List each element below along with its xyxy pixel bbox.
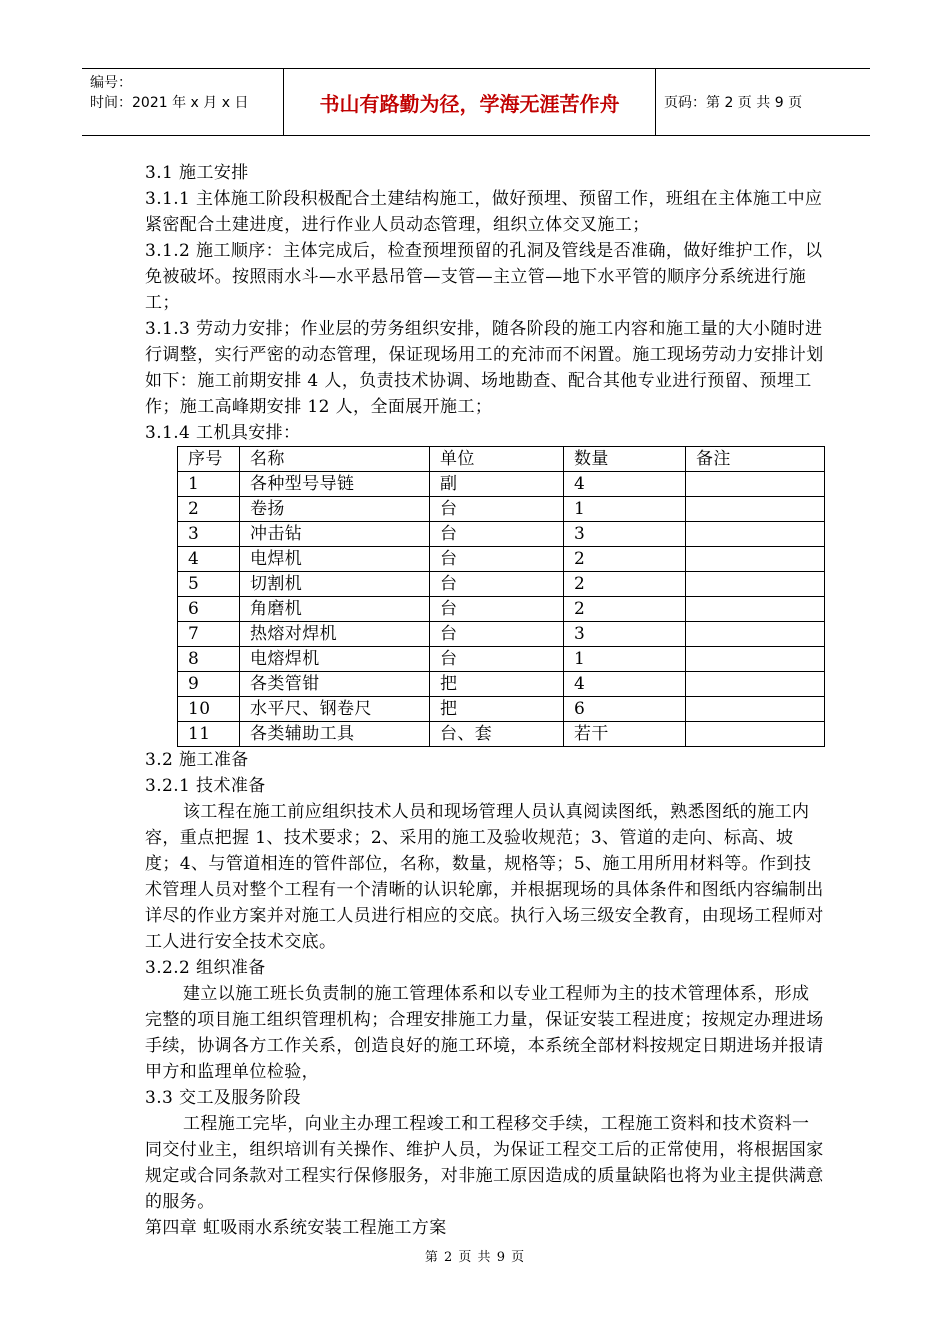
table-cell: 1 bbox=[564, 647, 686, 672]
table-cell: 4 bbox=[564, 672, 686, 697]
table-cell: 8 bbox=[178, 647, 240, 672]
table-cell: 台、套 bbox=[430, 722, 564, 747]
table-cell: 台 bbox=[430, 547, 564, 572]
table-cell: 2 bbox=[564, 572, 686, 597]
table-cell: 3 bbox=[564, 522, 686, 547]
table-cell: 台 bbox=[430, 497, 564, 522]
section-3-2-1-text: 该工程在施工前应组织技术人员和现场管理人员认真阅读图纸，熟悉图纸的施工内容，重点把握 1、技术要求；2、采用的施工及验收规范；3、管道的走向、标高、坡度；4、与管道相连的管件部位，名称，数量，规格等；5、施工用所用材料等。作到技术管理人员对整个工程有一个清晰的认识轮廓，并根据现场的具体条件和图纸内容编制出详尽的作业方案并对施工人员进行相应的交底。执行入场三级安全教育，由现场工程师对工人进行安全技术交底。 bbox=[145, 802, 824, 952]
section-3-3-text: 工程施工完毕，向业主办理工程竣工和工程移交手续，工程施工资料和技术资料一同交付业主，组织培训有关操作、维护人员，为保证工程交工后的正常使用，将根据国家规定或合同条款对工程实行保修服务，对非施工原因造成的质量缺陷也将为业主提供满意的服务。 bbox=[145, 1114, 824, 1212]
table-cell bbox=[686, 497, 825, 522]
table-cell: 2 bbox=[564, 547, 686, 572]
table-cell: 6 bbox=[564, 697, 686, 722]
time-label: 时间：2021 年 x 月 x 日 bbox=[90, 95, 249, 111]
table-row bbox=[178, 672, 825, 697]
table-cell: 把 bbox=[430, 672, 564, 697]
table-cell: 6 bbox=[178, 597, 240, 622]
table-row bbox=[178, 472, 825, 497]
table-cell: 台 bbox=[430, 622, 564, 647]
table-cell bbox=[686, 672, 825, 697]
table-cell: 卷扬 bbox=[240, 497, 430, 522]
chapter-4-title: 第四章 虹吸雨水系统安装工程施工方案 bbox=[145, 1218, 447, 1238]
table-header-row bbox=[178, 447, 825, 472]
table-cell: 1 bbox=[564, 497, 686, 522]
header-cell: 名称 bbox=[240, 447, 430, 472]
table-cell: 台 bbox=[430, 522, 564, 547]
section-3-3-title: 3.3 交工及服务阶段 bbox=[145, 1088, 301, 1108]
table-row bbox=[178, 522, 825, 547]
code-label: 编号： bbox=[90, 75, 132, 91]
header-cell: 单位 bbox=[430, 447, 564, 472]
section-3-2-title: 3.2 施工准备 bbox=[145, 750, 249, 770]
section-3-2-2-text: 建立以施工班长负责制的施工管理体系和以专业工程师为主的技术管理体系，形成完整的项目施工组织管理机构；合理安排施工力量，保证安装工程进度；按规定办理进场手续，协调各方工作关系，创造良好的施工环境，本系统全部材料按规定日期进场并报请甲方和监理单位检验， bbox=[145, 984, 824, 1082]
table-cell: 各类管钳 bbox=[240, 672, 430, 697]
table-cell bbox=[686, 522, 825, 547]
table-cell: 各类辅助工具 bbox=[240, 722, 430, 747]
header-cell: 序号 bbox=[178, 447, 240, 472]
header-motto: 书山有路勤为径，学海无涯苦作舟 bbox=[284, 69, 656, 135]
table-cell: 水平尺、钢卷尺 bbox=[240, 697, 430, 722]
table-cell: 切割机 bbox=[240, 572, 430, 597]
table-cell: 4 bbox=[178, 547, 240, 572]
page-footer: 第 2 页 共 9 页 bbox=[424, 1250, 526, 1265]
table-row bbox=[178, 647, 825, 672]
table-cell bbox=[686, 472, 825, 497]
table-cell: 4 bbox=[564, 472, 686, 497]
table-row bbox=[178, 572, 825, 597]
table-cell: 11 bbox=[178, 722, 240, 747]
table-cell: 台 bbox=[430, 647, 564, 672]
table-cell: 5 bbox=[178, 572, 240, 597]
table-cell: 把 bbox=[430, 697, 564, 722]
table-row bbox=[178, 622, 825, 647]
table-cell: 2 bbox=[178, 497, 240, 522]
section-3-1-2: 3.1.2 施工顺序：主体完成后，检查预埋预留的孔洞及管线是否准确，做好维护工作，以免被破坏。按照雨水斗—水平悬吊管—支管—主立管—地下水平管的顺序分系统进行施工； bbox=[145, 241, 823, 313]
table-cell: 3 bbox=[178, 522, 240, 547]
table-cell: 各种型号导链 bbox=[240, 472, 430, 497]
table-cell: 电焊机 bbox=[240, 547, 430, 572]
table-cell: 9 bbox=[178, 672, 240, 697]
table-cell bbox=[686, 547, 825, 572]
section-3-1-4-title: 3.1.4 工机具安排： bbox=[145, 423, 301, 443]
table-cell bbox=[686, 622, 825, 647]
header-meta bbox=[82, 69, 284, 135]
table-row bbox=[178, 722, 825, 747]
table-cell: 1 bbox=[178, 472, 240, 497]
table-cell bbox=[686, 647, 825, 672]
section-3-2-2-title: 3.2.2 组织准备 bbox=[145, 958, 266, 978]
tools-table bbox=[177, 446, 825, 747]
table-cell: 若干 bbox=[564, 722, 686, 747]
page-header bbox=[82, 68, 870, 136]
table-row bbox=[178, 697, 825, 722]
header-page-info: 页码：第 2 页 共 9 页 bbox=[664, 95, 803, 111]
table-cell bbox=[686, 572, 825, 597]
table-cell: 2 bbox=[564, 597, 686, 622]
section-3-1-3: 3.1.3 劳动力安排；作业层的劳务组织安排，随各阶段的施工内容和施工量的大小随时进行调整，实行严密的动态管理，保证现场用工的充沛而不闲置。施工现场劳动力安排计划如下：施工前期安排 4 人，负责技术协调、场地勘查、配合其他专业进行预留、预埋工作；施工高峰期安排 12 人，全面展开施工； bbox=[145, 319, 824, 417]
section-3-1-1: 3.1.1 主体施工阶段积极配合土建结构施工，做好预埋、预留工作，班组在主体施工中应紧密配合土建进度，进行作业人员动态管理，组织立体交叉施工； bbox=[145, 189, 823, 235]
table-row bbox=[178, 497, 825, 522]
table-cell: 3 bbox=[564, 622, 686, 647]
table-cell: 副 bbox=[430, 472, 564, 497]
header-cell: 数量 bbox=[564, 447, 686, 472]
table-cell: 台 bbox=[430, 597, 564, 622]
table-cell: 热熔对焊机 bbox=[240, 622, 430, 647]
table-row bbox=[178, 547, 825, 572]
table-cell: 台 bbox=[430, 572, 564, 597]
table-cell: 角磨机 bbox=[240, 597, 430, 622]
table-cell: 电熔焊机 bbox=[240, 647, 430, 672]
table-cell: 7 bbox=[178, 622, 240, 647]
section-3-1-title: 3.1 施工安排 bbox=[145, 163, 249, 183]
document-body bbox=[145, 160, 825, 1241]
table-row bbox=[178, 597, 825, 622]
table-cell bbox=[686, 697, 825, 722]
table-cell bbox=[686, 597, 825, 622]
table-cell bbox=[686, 722, 825, 747]
header-cell: 备注 bbox=[686, 447, 825, 472]
table-cell: 冲击钻 bbox=[240, 522, 430, 547]
table-cell: 10 bbox=[178, 697, 240, 722]
section-3-2-1-title: 3.2.1 技术准备 bbox=[145, 776, 266, 796]
